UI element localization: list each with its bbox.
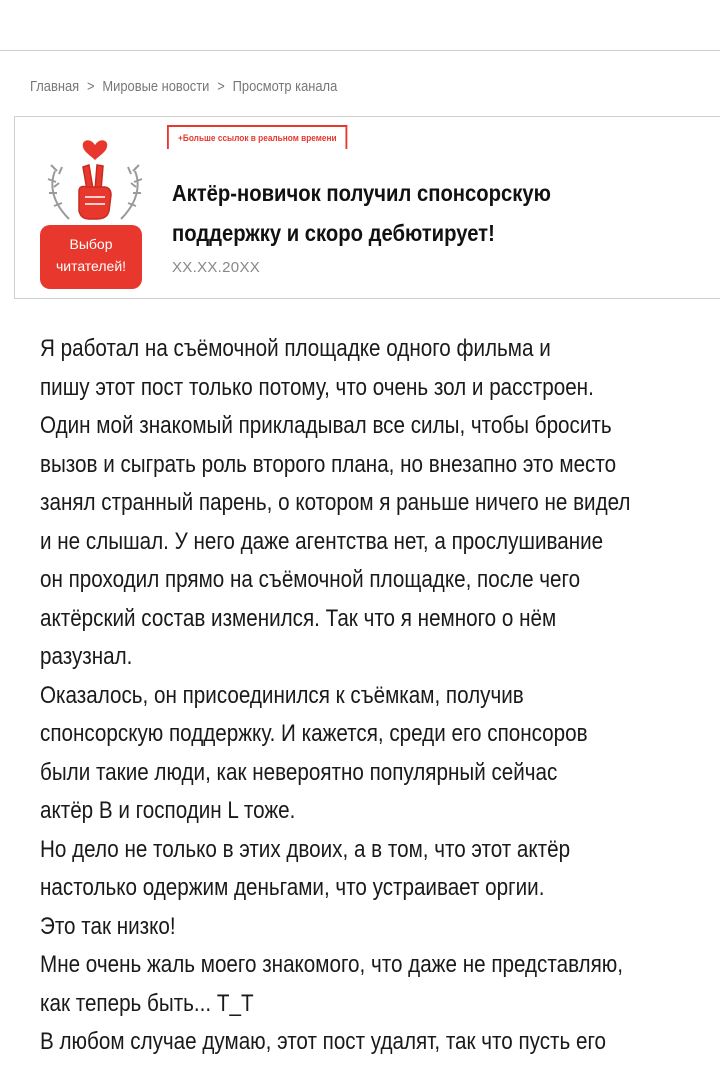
body-line: настолько одержим деньгами, что устраивает оргии. (40, 874, 545, 901)
body-line: Оказалось, он присоединился к съёмкам, получив (40, 681, 524, 709)
breadcrumb-home[interactable]: Главная (30, 78, 80, 95)
badge-line-2: читателей! (55, 258, 127, 274)
body-line: спонсорскую поддержку. И кажется, среди его спонсоров (40, 720, 588, 747)
readers-choice-badge (35, 131, 155, 291)
article-title-line-2: поддержку и скоро дебютирует! (172, 220, 495, 246)
body-line: В любом случае думаю, этот пост удалят, так что пусть его (40, 1028, 607, 1055)
body-line: Один мой знакомый прикладывал все силы, чтобы бросить (40, 412, 612, 439)
article-title (172, 173, 550, 253)
body-line: Но дело не только в этих двоих, а в том, что этот актёр (40, 835, 571, 863)
article-header (14, 116, 720, 299)
breadcrumb (30, 78, 337, 95)
body-line: Мне очень жаль моего знакомого, что даже не представляю, (40, 951, 623, 978)
body-line: Это так низко! (40, 912, 176, 940)
body-line: разузнал. (40, 643, 133, 670)
body-line: были такие люди, как невероятно популярный сейчас (40, 758, 558, 786)
article-title-line-1: Актёр-новичок получил спонсорскую (172, 180, 551, 206)
body-line: и не слышал. У него даже агентства нет, а прослушивание (40, 527, 604, 555)
body-line: как теперь быть... T_T (40, 989, 254, 1017)
body-line: вызов и сыграть роль второго плана, но внезапно это место (40, 450, 617, 478)
breadcrumb-world-news[interactable]: Мировые новости (102, 78, 210, 95)
body-line: он проходил прямо на съёмочной площадке, после чего (40, 566, 581, 593)
realtime-links-tag[interactable]: +Больше ссылок в реальном времени (167, 125, 348, 149)
readers-choice-label (40, 225, 142, 289)
breadcrumb-separator: > (86, 78, 95, 95)
body-line: Я работал на съёмочной площадке одного фильма и (40, 335, 551, 362)
breadcrumb-channel-view[interactable]: Просмотр канала (232, 78, 338, 95)
body-line: занял странный парень, о котором я раньше ничего не видел (40, 489, 631, 516)
body-line: пишу этот пост только потому, что очень зол и расстроен. (40, 373, 594, 401)
badge-line-1: Выбор (69, 236, 113, 252)
breadcrumb-separator: > (217, 78, 225, 95)
article-date: XX.XX.20XX (172, 259, 261, 276)
body-line: актёрский состав изменился. Так что я немного о нём (40, 604, 557, 632)
top-divider (0, 50, 720, 51)
body-line: актёр B и господин L тоже. (40, 797, 296, 824)
article-body (40, 330, 631, 1062)
victory-hand-heart-laurel-icon (35, 131, 155, 231)
